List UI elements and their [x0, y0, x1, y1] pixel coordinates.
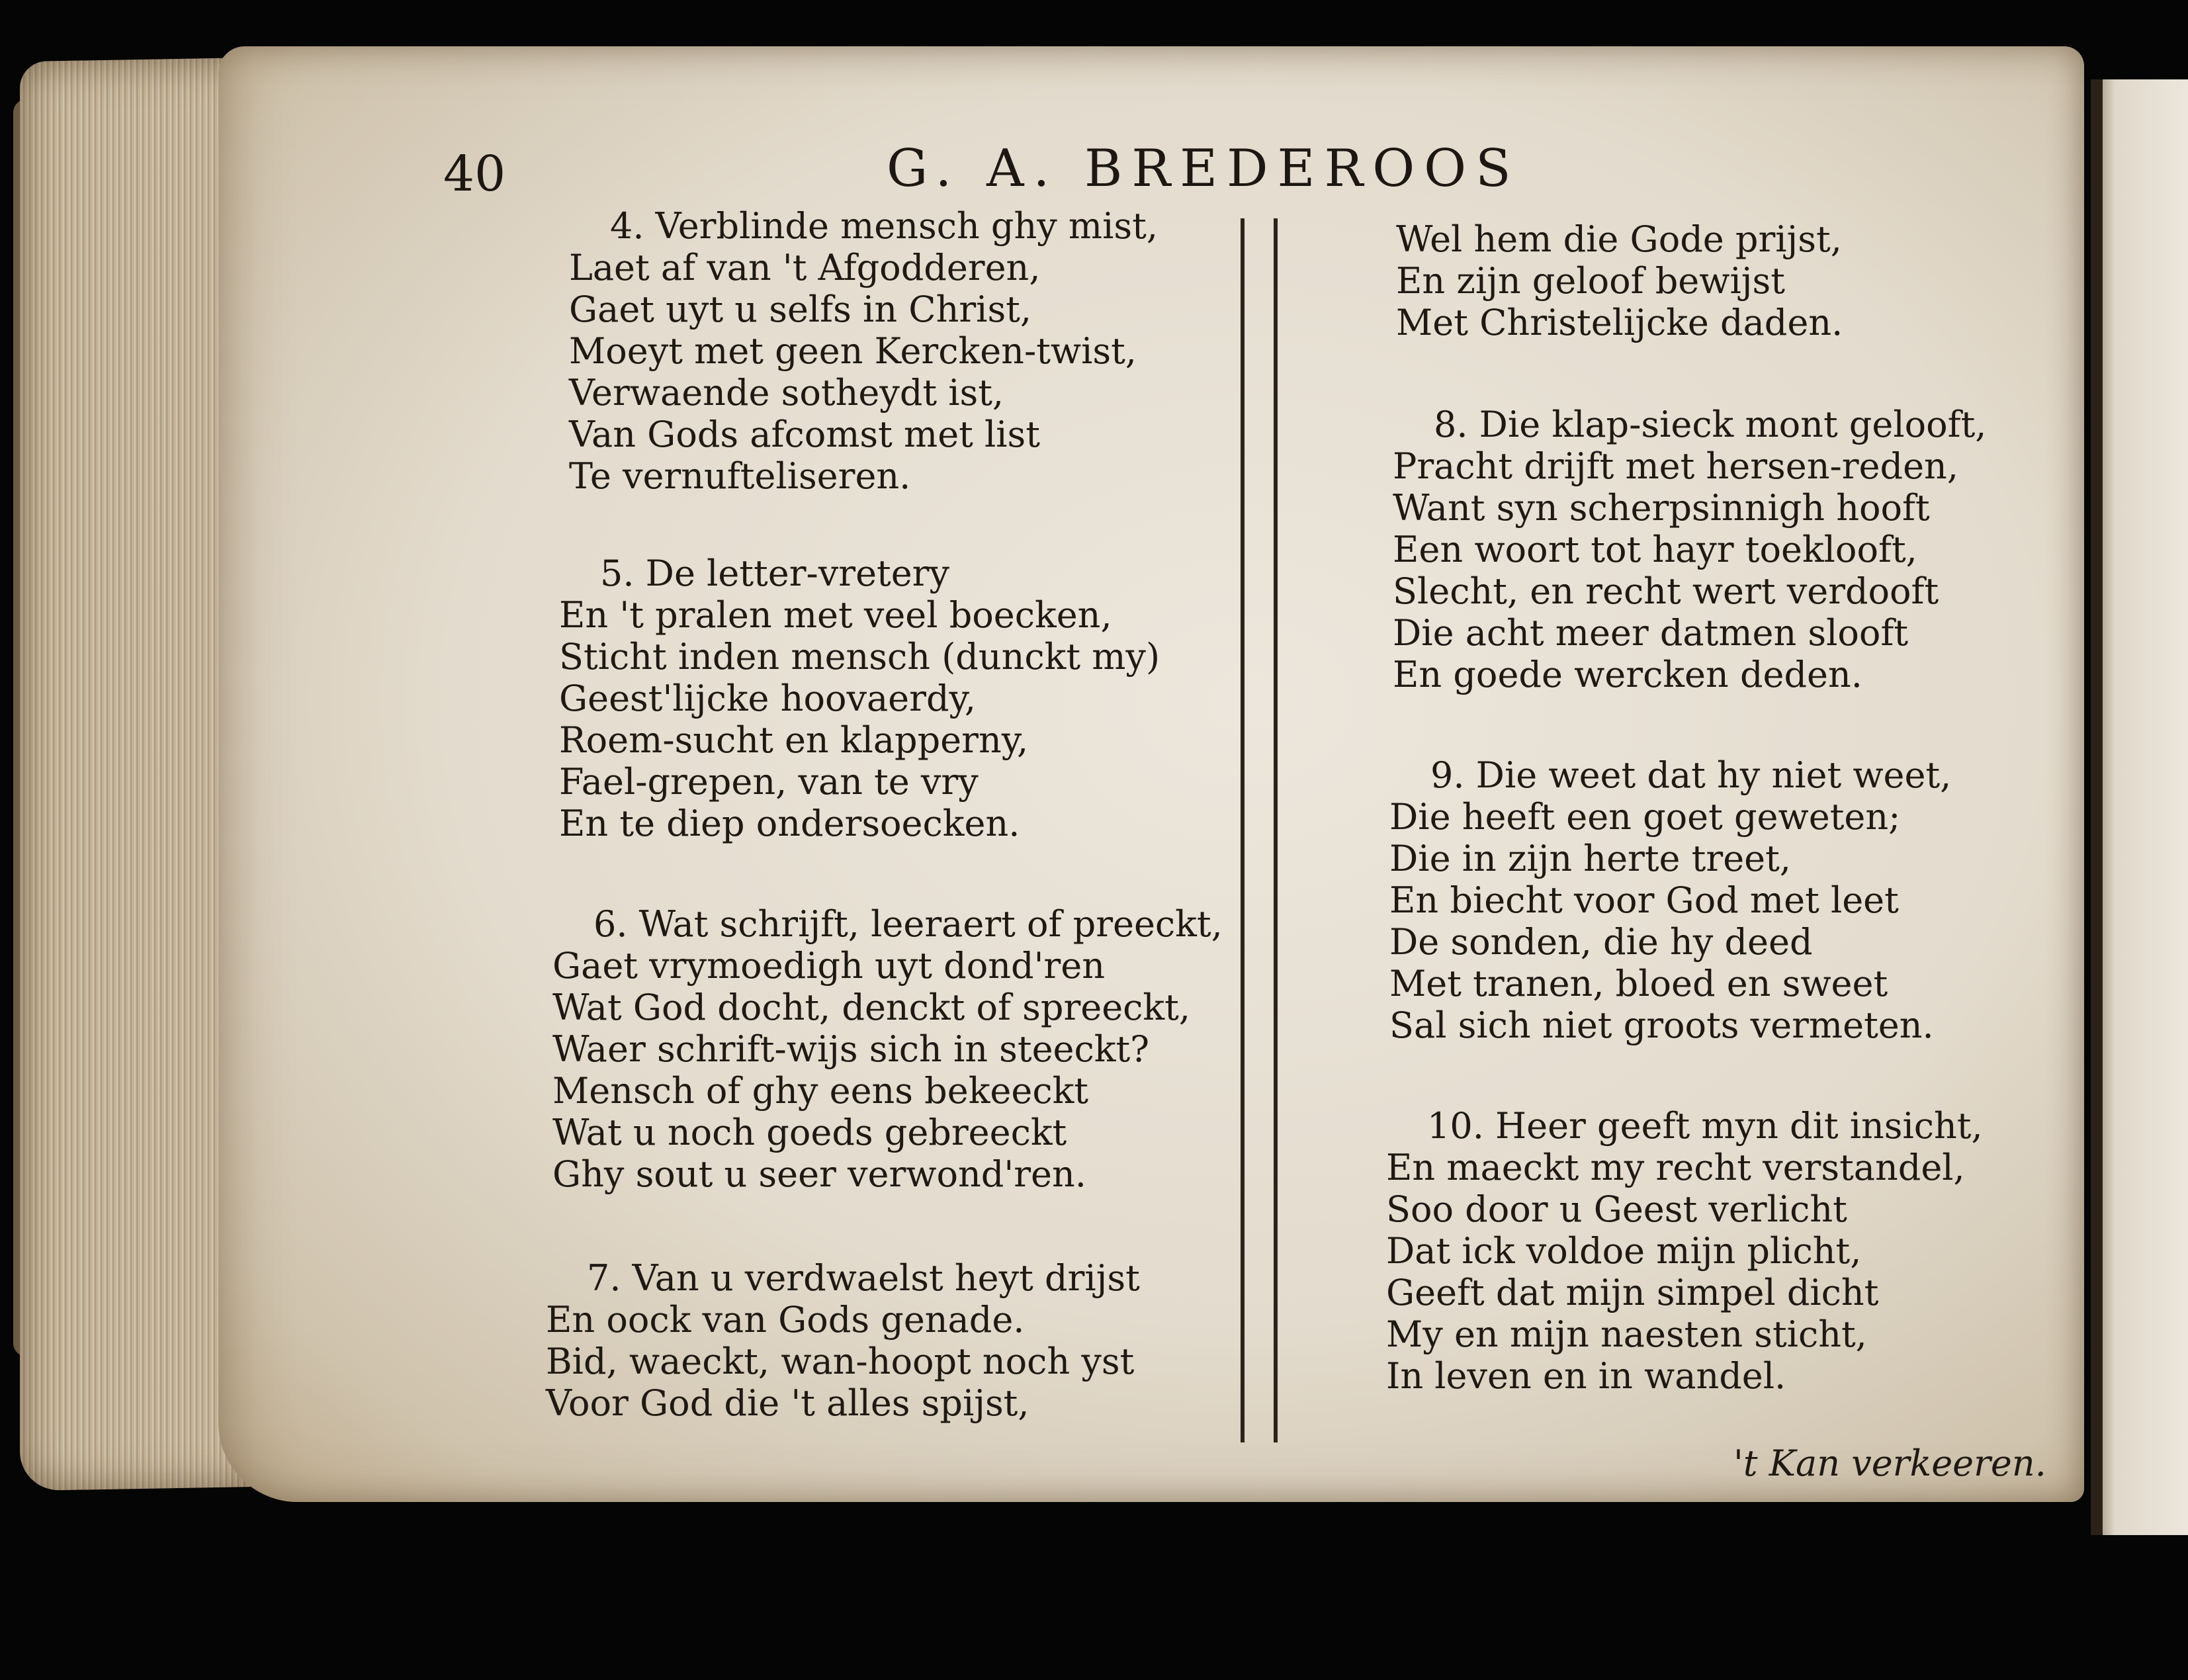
verse-line: Een woort tot hayr toeklooft, [1393, 529, 1917, 570]
verse-line: Soo door u Geest verlicht [1386, 1188, 1847, 1230]
verse-line: Die in zijn herte treet, [1389, 838, 1791, 879]
verse-line: Wat u noch goeds gebreeckt [552, 1112, 1067, 1153]
verse-line: En biecht voor God met leet [1389, 879, 1899, 921]
verse-line: Bid, waeckt, wan-hoopt noch yst [546, 1341, 1135, 1382]
verse-line: 10. Heer geeft myn dit insicht, [1427, 1105, 1983, 1147]
facing-page [2091, 79, 2188, 1535]
verse-line: En zijn geloof bewijst [1396, 260, 1785, 302]
verse-line: Laet af van 't Afgodderen, [569, 247, 1041, 288]
verse-line: 9. Die weet dat hy niet weet, [1430, 754, 1952, 796]
verse-line: Verwaende sotheydt ist, [569, 372, 1004, 414]
verse-line: Gaet uyt u selfs in Christ, [569, 288, 1032, 330]
stanza-10 [1386, 1105, 1983, 1397]
verse-line: Moeyt met geen Kercken-twist, [569, 330, 1137, 372]
stanza-6 [552, 903, 1223, 1195]
verse-line: En maeckt my recht verstandel, [1386, 1147, 1965, 1188]
verse-line: Sticht inden mensch (dunckt my) [559, 636, 1160, 678]
verse-line: Van Gods afcomst met list [569, 414, 1040, 455]
verse-line: Die heeft een goet geweten; [1389, 796, 1901, 838]
verse-line: Waer schrift-wijs sich in steeckt? [552, 1028, 1150, 1070]
gutter [2091, 79, 2103, 1535]
verse-line: Geeft dat mijn simpel dicht [1386, 1272, 1879, 1313]
verse-line: Wel hem die Gode prijst, [1396, 218, 1842, 260]
verse-line: 6. Wat schrijft, leeraert of preeckt, [593, 903, 1223, 945]
verse-line: Met tranen, bloed en sweet [1389, 963, 1888, 1004]
verse-line: En goede wercken deden. [1393, 654, 1862, 695]
verse-line: Geest'lijcke hoovaerdy, [559, 678, 977, 719]
column-rule-left [1241, 218, 1245, 1442]
verse-line: En 't pralen met veel boecken, [559, 594, 1112, 636]
verse-line: Wat God docht, denckt of spreeckt, [552, 987, 1191, 1028]
verse-line: En te diep ondersoecken. [559, 803, 1020, 844]
verse-line: Fael-grepen, van te vry [559, 761, 979, 803]
verse-line: Roem-sucht en klapperny, [559, 719, 1029, 761]
stanza-5 [559, 553, 1160, 844]
stanza-9 [1389, 754, 1951, 1046]
stanza-7-continued [1396, 218, 1843, 343]
verse-line: En oock van Gods genade. [546, 1299, 1025, 1341]
page-number: 40 [443, 146, 506, 202]
verse-line: 8. Die klap-sieck mont gelooft, [1434, 404, 1987, 445]
stanza-4 [569, 205, 1158, 497]
verse-line: Want syn scherpsinnigh hooft [1393, 487, 1930, 529]
verse-line: De sonden, die hy deed [1389, 921, 1813, 963]
verse-line: Dat ick voldoe mijn plicht, [1386, 1230, 1862, 1272]
verse-line: Te vernuftelisеren. [569, 455, 911, 497]
catchword: 't Kan verkeeren. [1733, 1442, 2046, 1484]
verse-line: My en mijn naesten sticht, [1386, 1313, 1867, 1355]
verse-line: 5. De letter-vretery [600, 553, 950, 594]
verse-line: Gaet vrymoedigh uyt dond'ren [552, 945, 1105, 987]
verse-line: Sal sich niet groots vermeten. [1389, 1004, 1934, 1046]
verse-line: Pracht drijft met hersen-reden, [1393, 445, 1958, 487]
column-rule-right [1274, 218, 1278, 1442]
verse-line: 4. Verblinde mensch ghy mist, [610, 205, 1158, 247]
stanza-8 [1393, 404, 1986, 695]
verse-line: Mensch of ghy eens bekeeckt [552, 1070, 1088, 1112]
verse-line: Met Christelijcke daden. [1396, 302, 1843, 343]
verse-line: Ghy sout u seer verwond'ren. [552, 1153, 1086, 1195]
running-title: G. A. BREDEROOS [887, 139, 1520, 199]
verse-line: In leven en in wandel. [1386, 1355, 1786, 1397]
verse-line: Die acht meer datmen slooft [1393, 612, 1909, 654]
verse-line: Slecht, en recht wert verdooft [1393, 570, 1939, 612]
verse-line: 7. Van u verdwaelst heyt drijst [587, 1257, 1140, 1299]
stanza-7 [546, 1257, 1140, 1424]
verse-line: Voor God die 't alles spijst, [546, 1382, 1029, 1424]
